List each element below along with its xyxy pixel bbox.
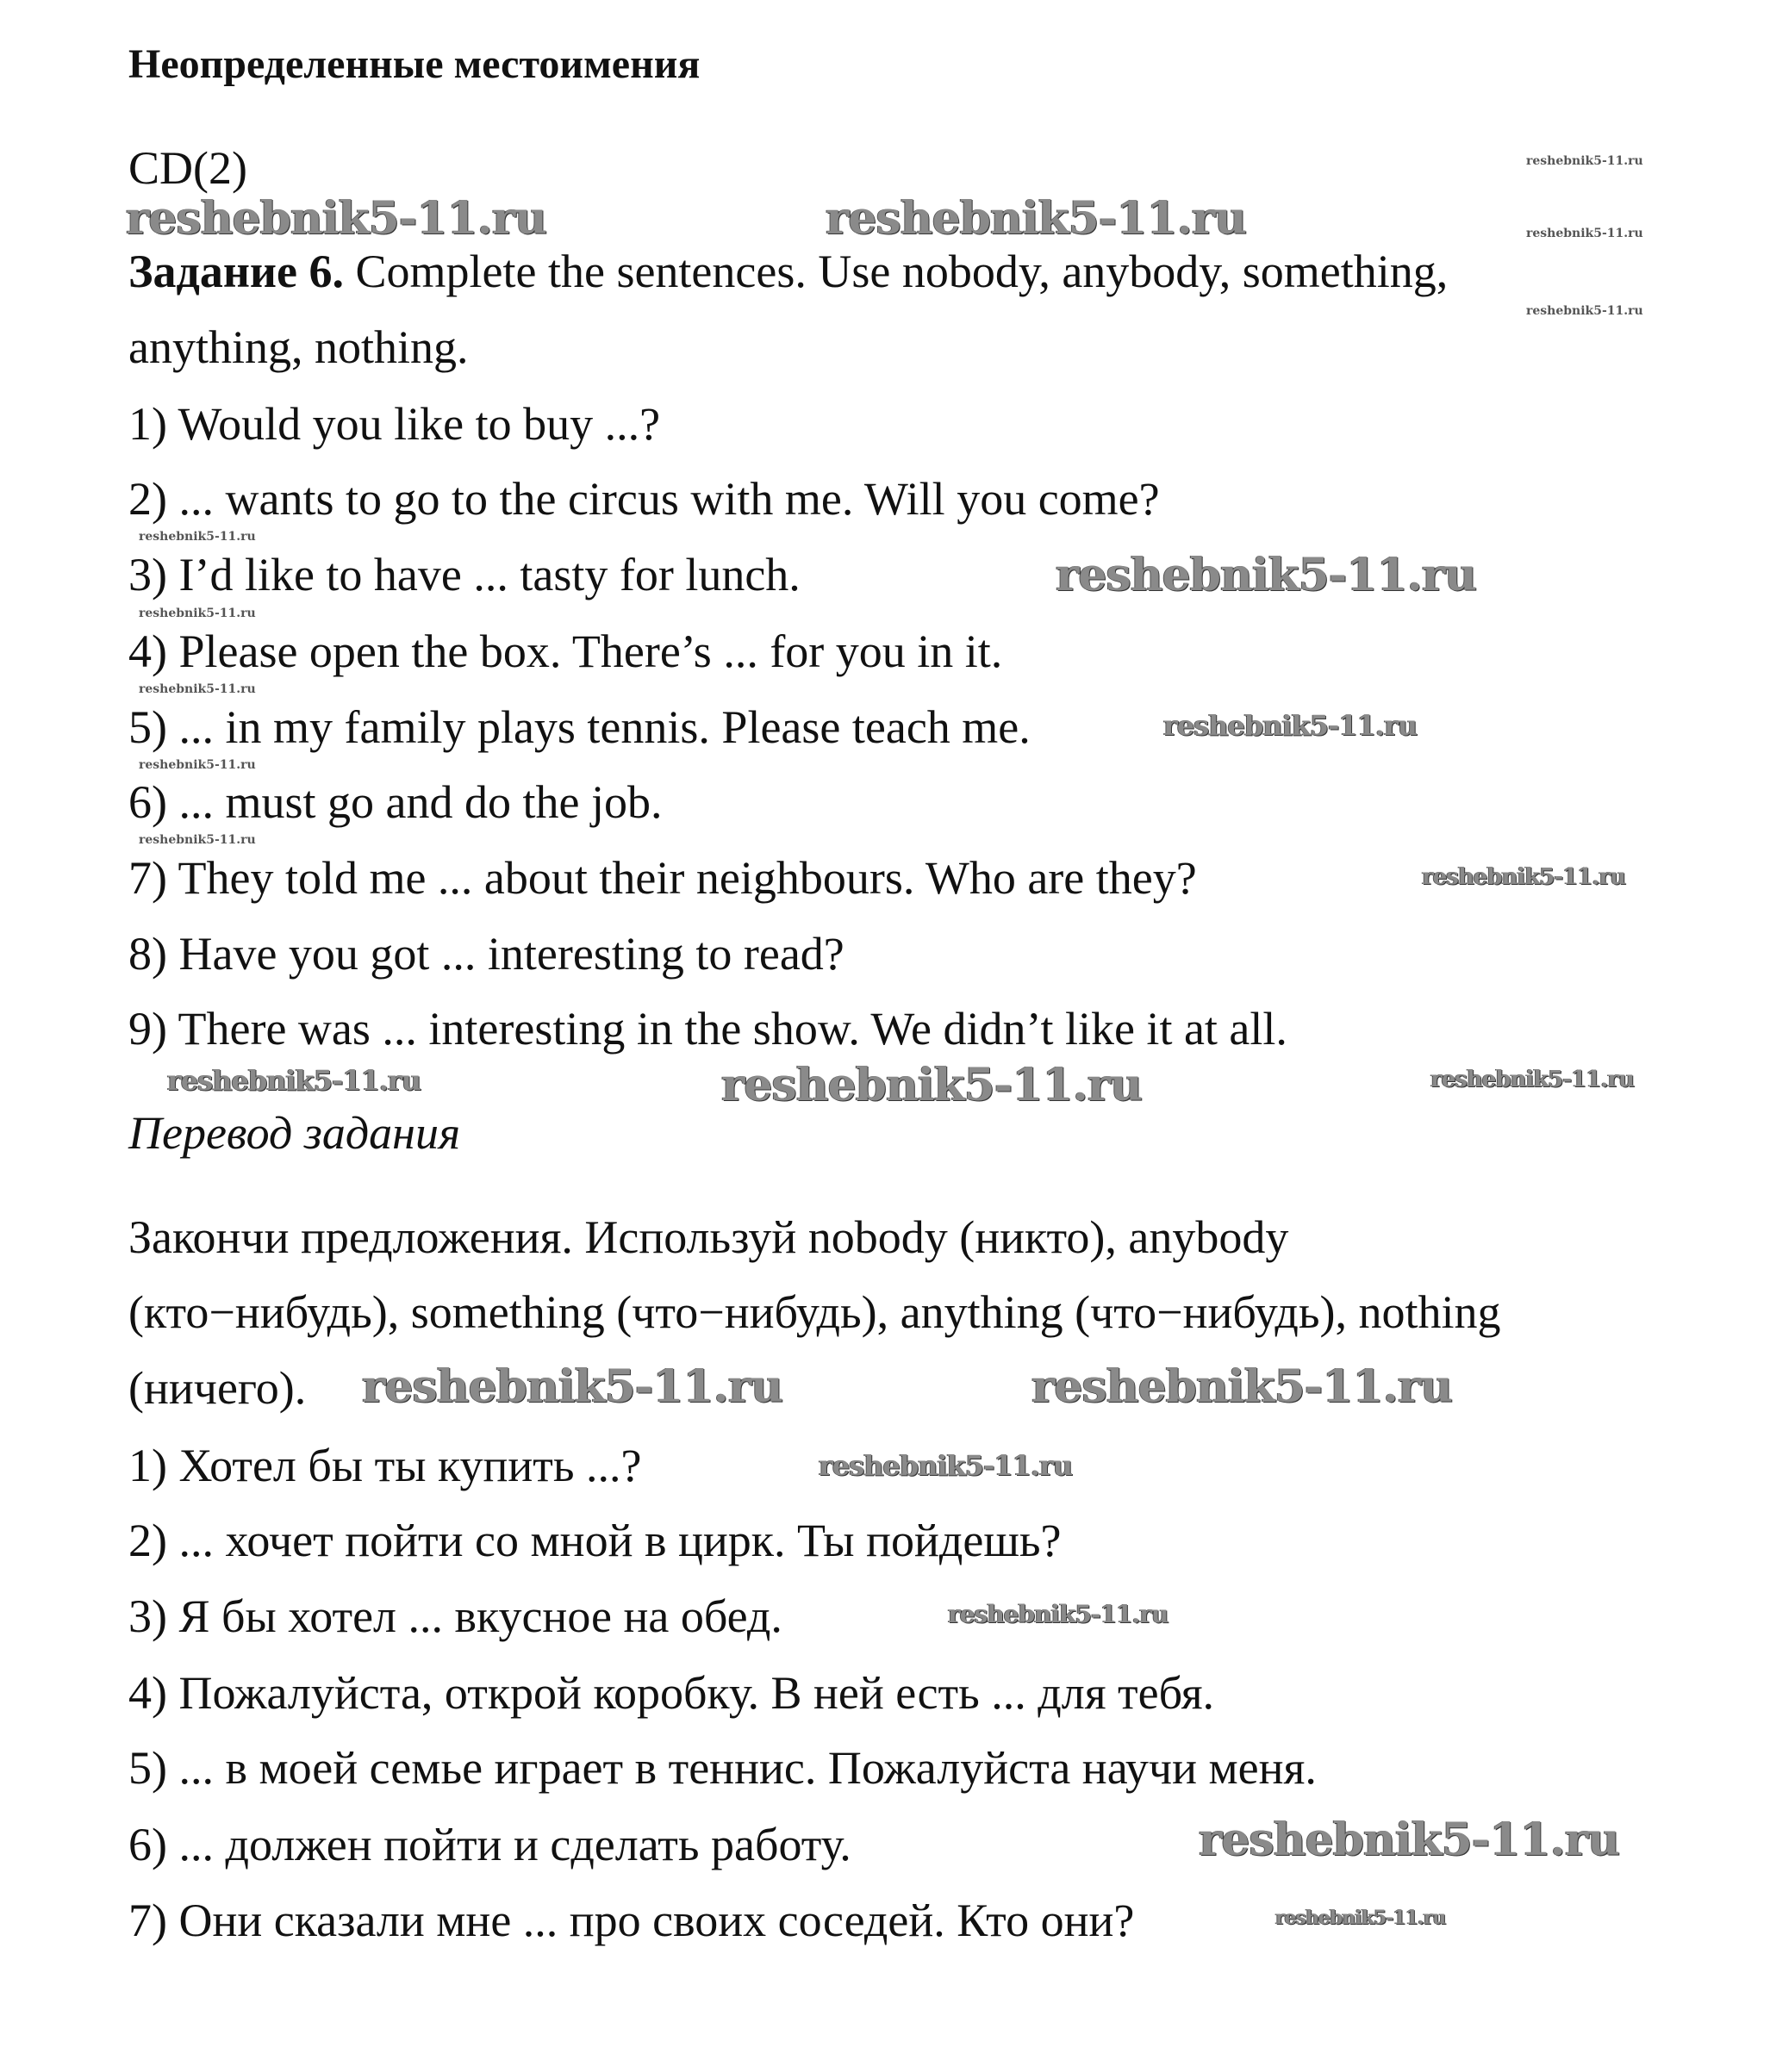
task-label: Задание 6.	[128, 246, 345, 297]
sentence: 7) They told me ... about their neighbours. Who are they?	[128, 852, 1197, 904]
sentence: 9) There was ... interesting in the show. We didn’t like it at all.	[128, 1003, 1287, 1055]
translation-heading: Перевод задания	[128, 1107, 461, 1159]
watermark: reshebnik5-11.ru	[1526, 154, 1643, 168]
watermark: reshebnik5-11.ru	[1526, 304, 1643, 318]
watermark: reshebnik5-11.ru	[819, 1449, 1073, 1482]
translation-sentence: 6) ... должен пойти и сделать работу.	[128, 1819, 851, 1870]
watermark: reshebnik5-11.ru	[1526, 227, 1643, 240]
translation-sentence: 7) Они сказали мне ... про своих соседей. Кто они?	[128, 1895, 1135, 1946]
page-title: Неопределенные местоимения	[128, 41, 701, 87]
watermark: reshebnik5-11.ru	[362, 1360, 783, 1413]
watermark: reshebnik5-11.ru	[1199, 1814, 1620, 1866]
watermark: reshebnik5-11.ru	[126, 192, 547, 245]
watermark: reshebnik5-11.ru	[1031, 1360, 1453, 1413]
translation-sentence: 4) Пожалуйста, открой коробку. В ней есть ... для тебя.	[128, 1667, 1215, 1719]
translation-intro: (кто−нибудь), something (что−нибудь), anything (что−нибудь), nothing	[128, 1286, 1501, 1338]
watermark: reshebnik5-11.ru	[139, 530, 256, 544]
task-instruction-cont: anything, nothing.	[128, 321, 469, 373]
sentence: 2) ... wants to go to the circus with me. Will you come?	[128, 473, 1160, 525]
watermark: reshebnik5-11.ru	[167, 1064, 421, 1097]
translation-sentence: 5) ... в моей семье играет в теннис. Пожалуйста научи меня.	[128, 1742, 1317, 1794]
translation-intro: (ничего).	[128, 1362, 307, 1414]
watermark: reshebnik5-11.ru	[1163, 709, 1418, 742]
watermark: reshebnik5-11.ru	[1056, 549, 1477, 601]
translation-sentence: 3) Я бы хотел ... вкусное на обед.	[128, 1590, 782, 1642]
translation-sentence: 1) Хотел бы ты купить ...?	[128, 1440, 642, 1491]
translation-sentence: 2) ... хочет пойти со мной в цирк. Ты пойдешь?	[128, 1515, 1062, 1566]
watermark: reshebnik5-11.ru	[826, 192, 1247, 245]
watermark: reshebnik5-11.ru	[1430, 1067, 1635, 1092]
translation-intro: Закончи предложения. Используй nobody (никто), anybody	[128, 1211, 1289, 1263]
watermark: reshebnik5-11.ru	[1275, 1907, 1446, 1929]
sentence: 5) ... in my family plays tennis. Please teach me.	[128, 701, 1031, 753]
watermark: reshebnik5-11.ru	[139, 607, 256, 620]
watermark: reshebnik5-11.ru	[139, 682, 256, 696]
task-instruction	[128, 245, 1448, 298]
watermark: reshebnik5-11.ru	[948, 1600, 1169, 1628]
watermark: reshebnik5-11.ru	[1422, 864, 1626, 890]
task-instruction-text: Complete the sentences. Use nobody, anybody, something,	[344, 246, 1449, 297]
watermark: reshebnik5-11.ru	[139, 833, 256, 847]
sentence: 8) Have you got ... interesting to read?	[128, 928, 844, 980]
sentence: 3) I’d like to have ... tasty for lunch.	[128, 549, 801, 600]
sentence: 1) Would you like to buy ...?	[128, 398, 661, 450]
cd-label: CD(2)	[128, 142, 247, 194]
sentence: 6) ... must go and do the job.	[128, 776, 663, 828]
sentence: 4) Please open the box. There’s ... for you in it.	[128, 625, 1003, 677]
watermark: reshebnik5-11.ru	[721, 1059, 1143, 1111]
watermark: reshebnik5-11.ru	[139, 758, 256, 772]
